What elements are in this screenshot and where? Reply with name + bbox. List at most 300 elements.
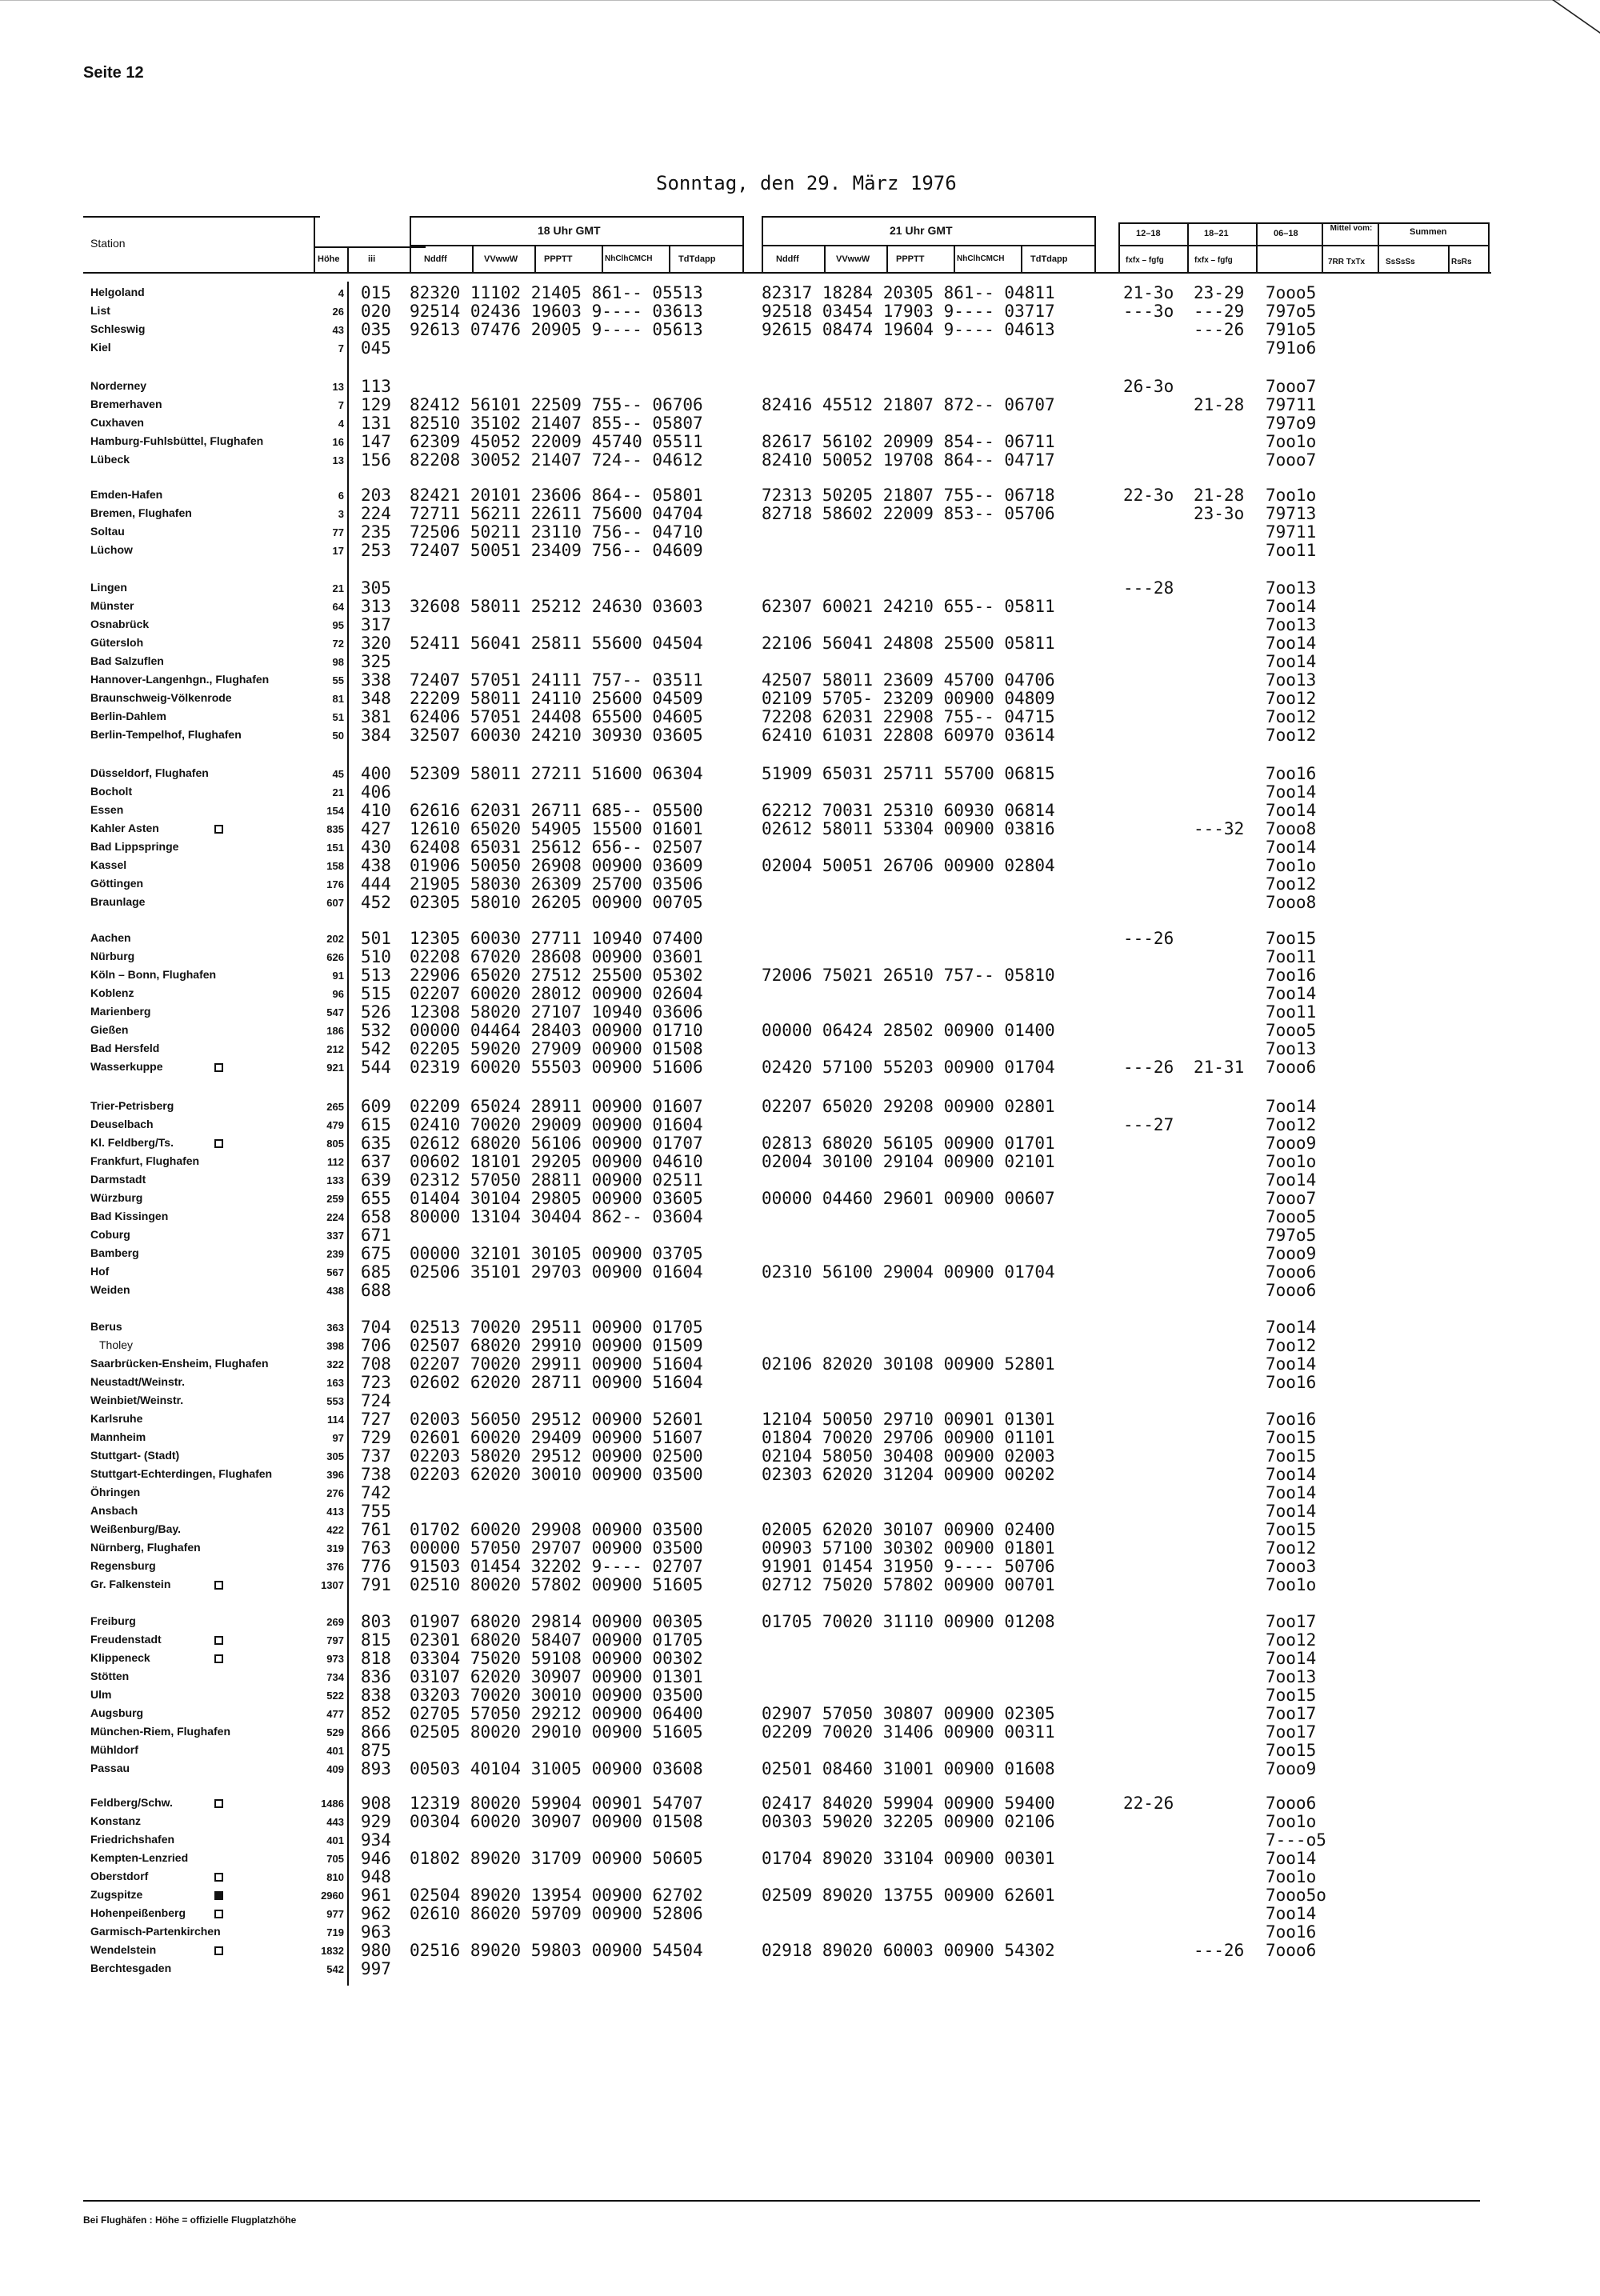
obs-18-gmt: 72407 57051 24111 757-- 03511 — [410, 670, 703, 690]
gust-12-18: ---26 — [1123, 1058, 1174, 1077]
station-height: 72 — [332, 638, 344, 650]
mittel-value: 7oo12 — [1266, 874, 1317, 894]
station-number: 737 — [361, 1446, 391, 1466]
obs-21-gmt: 02310 56100 29004 00900 01704 — [762, 1262, 1055, 1282]
mittel-value: 797o5 — [1266, 1226, 1317, 1245]
station-name: Nürnberg, Flughafen — [90, 1541, 201, 1554]
obs-21-gmt: 02612 58011 53304 00900 03816 — [762, 819, 1055, 838]
top-edge-line — [0, 0, 1560, 1]
mittel-value: 7ooo6 — [1266, 1941, 1317, 1960]
mittel-value: 7ooo9 — [1266, 1244, 1317, 1263]
station-number: 961 — [361, 1886, 391, 1905]
station-name: Helgoland — [90, 286, 145, 298]
station-name: Ansbach — [90, 1504, 138, 1517]
mittel-value: 7oo13 — [1266, 615, 1317, 634]
station-number: 609 — [361, 1097, 391, 1116]
station-name: Lingen — [90, 581, 127, 594]
station-name: Norderney — [90, 379, 147, 392]
mittel-value: 7oo12 — [1266, 707, 1317, 726]
obs-18-gmt: 52411 56041 25811 55600 04504 — [410, 634, 703, 653]
station-height: 186 — [326, 1025, 344, 1037]
gust-18-21: 21-28 — [1194, 395, 1245, 414]
mittel-value: 7ooo7 — [1266, 1189, 1317, 1208]
obs-18-gmt: 82421 20101 23606 864-- 05801 — [410, 486, 703, 505]
station-number: 738 — [361, 1465, 391, 1484]
obs-18-gmt: 92613 07476 20905 9---- 05613 — [410, 320, 703, 339]
station-height: 363 — [326, 1322, 344, 1334]
station-number: 532 — [361, 1021, 391, 1040]
station-number: 946 — [361, 1849, 391, 1868]
mountain-station-marker — [214, 1910, 223, 1918]
obs-18-gmt: 22906 65020 27512 25500 05302 — [410, 966, 703, 985]
station-name: Mannheim — [90, 1430, 146, 1443]
header-hoehe: Höhe — [318, 254, 340, 264]
station-height: 396 — [326, 1469, 344, 1481]
station-number: 727 — [361, 1410, 391, 1429]
station-height: 95 — [332, 619, 344, 631]
station-name: Marienberg — [90, 1005, 151, 1018]
mittel-value: 7ooo6 — [1266, 1262, 1317, 1282]
station-name: Kahler Asten — [90, 822, 159, 834]
obs-18-gmt: 02312 57050 28811 00900 02511 — [410, 1170, 703, 1190]
obs-21-gmt: 22106 56041 24808 25500 05811 — [762, 634, 1055, 653]
gust-18-21: ---26 — [1194, 1941, 1245, 1960]
station-height: 114 — [327, 1414, 344, 1426]
mittel-value: 7oo12 — [1266, 1115, 1317, 1134]
station-number: 875 — [361, 1741, 391, 1760]
table-row — [0, 968, 1600, 986]
mittel-value: 7oo12 — [1266, 726, 1317, 745]
mittel-value: 7oo11 — [1266, 541, 1317, 560]
station-name: Bad Salzuflen — [90, 654, 164, 667]
station-height: 51 — [332, 711, 344, 723]
obs-18-gmt: 02602 62020 28711 00900 51604 — [410, 1373, 703, 1392]
gust-12-18: ---27 — [1123, 1115, 1174, 1134]
table-row — [0, 1814, 1600, 1833]
station-height: 7 — [338, 399, 344, 411]
obs-18-gmt: 02003 56050 29512 00900 52601 — [410, 1410, 703, 1429]
obs-18-gmt: 62616 62031 26711 685-- 05500 — [410, 801, 703, 820]
obs-18-gmt: 12319 80020 59904 00901 54707 — [410, 1794, 703, 1813]
obs-18-gmt: 02410 70020 29009 00900 01604 — [410, 1115, 703, 1134]
station-name: Coburg — [90, 1228, 130, 1241]
station-height: 21 — [332, 582, 344, 594]
obs-18-gmt: 01702 60020 29908 00900 03500 — [410, 1520, 703, 1539]
station-number: 658 — [361, 1207, 391, 1226]
table-row — [0, 1759, 1600, 1780]
mittel-value: 797o5 — [1266, 302, 1317, 321]
mittel-value: 7oo14 — [1266, 1318, 1317, 1337]
station-height: 45 — [332, 768, 344, 780]
station-name: Saarbrücken-Ensheim, Flughafen — [90, 1357, 269, 1370]
header-21-gmt: 21 Uhr GMT — [890, 224, 953, 237]
mountain-station-marker — [214, 1946, 223, 1955]
station-name: Oberstdorf — [90, 1870, 149, 1882]
station-height: 921 — [326, 1062, 344, 1074]
mittel-value: 7oo14 — [1266, 1465, 1317, 1484]
station-number: 305 — [361, 578, 391, 598]
station-name: Braunlage — [90, 895, 146, 908]
obs-21-gmt: 42507 58011 23609 45700 04706 — [762, 670, 1055, 690]
station-height: 319 — [326, 1542, 344, 1554]
station-number: 723 — [361, 1373, 391, 1392]
station-name: Berlin-Dahlem — [90, 710, 166, 722]
obs-18-gmt: 32507 60030 24210 30930 03605 — [410, 726, 703, 745]
obs-18-gmt: 02505 80020 29010 00900 51605 — [410, 1722, 703, 1742]
station-height: 479 — [326, 1119, 344, 1131]
station-name: Stötten — [90, 1670, 130, 1682]
station-name: Osnabrück — [90, 618, 150, 630]
station-number: 934 — [361, 1830, 391, 1850]
station-height: 176 — [326, 878, 344, 890]
mittel-value: 7ooo6 — [1266, 1281, 1317, 1300]
station-number: 035 — [361, 320, 391, 339]
table-row — [0, 636, 1600, 654]
station-name: Klippeneck — [90, 1651, 150, 1664]
obs-18-gmt: 03304 75020 59108 00900 00302 — [410, 1649, 703, 1668]
station-height: 154 — [326, 805, 344, 817]
table-row — [0, 599, 1600, 618]
mittel-value: 7ooo5 — [1266, 283, 1317, 302]
station-number: 688 — [361, 1281, 391, 1300]
obs-18-gmt: 00000 57050 29707 00900 03500 — [410, 1538, 703, 1558]
table-row — [0, 338, 1600, 359]
station-height: 322 — [326, 1358, 344, 1370]
mountain-station-marker — [214, 1654, 223, 1663]
table-row — [0, 1888, 1600, 1906]
obs-21-gmt: 02303 62020 31204 00900 00202 — [762, 1465, 1055, 1484]
obs-18-gmt: 03107 62020 30907 00900 01301 — [410, 1667, 703, 1686]
station-number: 129 — [361, 395, 391, 414]
header-18-21: 18–21 — [1204, 229, 1229, 238]
obs-18-gmt: 62309 45052 22009 45740 05511 — [410, 432, 703, 451]
station-name: Gütersloh — [90, 636, 144, 649]
obs-18-gmt: 02305 58010 26205 00900 00705 — [410, 893, 703, 912]
station-number: 203 — [361, 486, 391, 505]
station-height: 81 — [332, 693, 344, 705]
obs-21-gmt: 02109 5705- 23209 00900 04809 — [762, 689, 1055, 708]
station-number: 724 — [361, 1391, 391, 1410]
mittel-value: 79711 — [1266, 395, 1317, 414]
gust-18-21: 21-28 — [1194, 486, 1245, 505]
table-row — [0, 1099, 1600, 1118]
mittel-value: 7oo16 — [1266, 966, 1317, 985]
station-number: 838 — [361, 1686, 391, 1705]
station-height: 797 — [326, 1634, 344, 1646]
mittel-value: 7oo15 — [1266, 929, 1317, 948]
obs-18-gmt: 02207 70020 29911 00900 51604 — [410, 1354, 703, 1374]
station-name: München-Riem, Flughafen — [90, 1725, 230, 1738]
obs-18-gmt: 02513 70020 29511 00900 01705 — [410, 1318, 703, 1337]
mittel-value: 7oo1o — [1266, 486, 1317, 505]
station-height: 16 — [332, 436, 344, 448]
station-name: Konstanz — [90, 1814, 141, 1827]
station-height: 239 — [326, 1248, 344, 1260]
table-row — [0, 1060, 1600, 1078]
station-number: 045 — [361, 338, 391, 358]
station-number: 020 — [361, 302, 391, 321]
station-height: 2960 — [321, 1890, 344, 1902]
table-row — [0, 1354, 1600, 1375]
station-name: Neustadt/Weinstr. — [90, 1375, 185, 1388]
obs-21-gmt: 72006 75021 26510 757-- 05810 — [762, 966, 1055, 985]
mittel-value: 7oo14 — [1266, 634, 1317, 653]
mittel-value: 7oo1o — [1266, 1867, 1317, 1886]
obs-18-gmt: 03203 70020 30010 00900 03500 — [410, 1686, 703, 1705]
gust-18-21: ---29 — [1194, 302, 1245, 321]
station-number: 015 — [361, 283, 391, 302]
station-name: Deuselbach — [90, 1118, 154, 1130]
station-name: Freiburg — [90, 1614, 136, 1627]
station-name: Wasserkuppe — [90, 1060, 163, 1073]
station-number: 776 — [361, 1557, 391, 1576]
table-row — [0, 1154, 1600, 1173]
station-height: 13 — [332, 454, 344, 466]
station-number: 742 — [361, 1483, 391, 1502]
page-corner-mark — [1552, 0, 1600, 34]
station-name: Koblenz — [90, 986, 134, 999]
header-tdapp-21: TdTdapp — [1030, 254, 1068, 264]
station-name: Bocholt — [90, 785, 133, 798]
station-name: List — [90, 304, 110, 317]
mittel-value: 7oo16 — [1266, 1410, 1317, 1429]
header-vvwww-21: VVwwW — [836, 254, 870, 264]
station-number: 253 — [361, 541, 391, 560]
obs-21-gmt: 82410 50052 19708 864-- 04717 — [762, 450, 1055, 470]
mittel-value: 7oo1o — [1266, 1152, 1317, 1171]
mittel-value: 7oo14 — [1266, 1483, 1317, 1502]
mittel-value: 7oo14 — [1266, 1097, 1317, 1116]
table-row — [0, 1651, 1600, 1670]
station-name: Friedrichshafen — [90, 1833, 175, 1846]
table-row — [0, 858, 1600, 877]
station-name: Bad Lippspringe — [90, 840, 179, 853]
station-number: 685 — [361, 1262, 391, 1282]
station-number: 729 — [361, 1428, 391, 1447]
station-number: 313 — [361, 597, 391, 616]
mittel-value: 7oo14 — [1266, 1849, 1317, 1868]
obs-18-gmt: 00602 18101 29205 00900 04610 — [410, 1152, 703, 1171]
mountain-station-marker — [214, 1873, 223, 1882]
obs-18-gmt: 02601 60020 29409 00900 51607 — [410, 1428, 703, 1447]
header-nddff-21: Nddff — [776, 254, 799, 264]
gust-18-21: 23-3o — [1194, 504, 1245, 523]
station-height: 626 — [326, 951, 344, 963]
obs-18-gmt: 62408 65031 25612 656-- 02507 — [410, 838, 703, 857]
station-height: 212 — [326, 1043, 344, 1055]
station-height: 4 — [338, 418, 344, 430]
obs-21-gmt: 02004 30100 29104 00900 02101 — [762, 1152, 1055, 1171]
station-height: 1832 — [321, 1945, 344, 1957]
table-row — [0, 506, 1600, 525]
obs-21-gmt: 02209 70020 31406 00900 00311 — [762, 1722, 1055, 1742]
station-number: 224 — [361, 504, 391, 523]
obs-18-gmt: 00000 04464 28403 00900 01710 — [410, 1021, 703, 1040]
station-name: Münster — [90, 599, 134, 612]
station-name: Weinbiet/Weinstr. — [90, 1394, 184, 1406]
station-height: 96 — [332, 988, 344, 1000]
station-number: 818 — [361, 1649, 391, 1668]
station-height: 91 — [332, 970, 344, 982]
station-height: 398 — [326, 1340, 344, 1352]
station-name: Lübeck — [90, 453, 130, 466]
station-name: Bad Hersfeld — [90, 1042, 160, 1054]
station-number: 706 — [361, 1336, 391, 1355]
station-number: 908 — [361, 1794, 391, 1813]
obs-21-gmt: 62212 70031 25310 60930 06814 — [762, 801, 1055, 820]
station-name: Mühldorf — [90, 1743, 138, 1756]
date-title: Sonntag, den 29. März 1976 — [656, 172, 957, 194]
station-name: Ulm — [90, 1688, 112, 1701]
station-number: 147 — [361, 432, 391, 451]
mittel-value: 7oo11 — [1266, 947, 1317, 966]
station-height: 55 — [332, 674, 344, 686]
obs-21-gmt: 01804 70020 29706 00900 01101 — [762, 1428, 1055, 1447]
obs-18-gmt: 72711 56211 22611 75600 04704 — [410, 504, 703, 523]
station-number: 526 — [361, 1002, 391, 1022]
mittel-value: 7oo14 — [1266, 1649, 1317, 1668]
obs-18-gmt: 02705 57050 29212 00900 06400 — [410, 1704, 703, 1723]
station-name: Aachen — [90, 931, 131, 944]
station-name: Trier-Petrisberg — [90, 1099, 174, 1112]
header-station: Station — [90, 237, 126, 250]
header-nh-18: NhClhCMCH — [605, 254, 653, 263]
table-row — [0, 986, 1600, 1005]
station-height: 26 — [332, 306, 344, 318]
station-name: Schleswig — [90, 322, 146, 335]
mountain-station-marker — [214, 1799, 223, 1808]
mittel-value: 7oo13 — [1266, 670, 1317, 690]
station-height: 64 — [332, 601, 344, 613]
gust-12-18: 26-3o — [1123, 377, 1174, 396]
station-number: 384 — [361, 726, 391, 745]
obs-21-gmt: 72313 50205 21807 755-- 06718 — [762, 486, 1055, 505]
obs-18-gmt: 12610 65020 54905 15500 01601 — [410, 819, 703, 838]
mittel-value: 7oo12 — [1266, 689, 1317, 708]
station-number: 929 — [361, 1812, 391, 1831]
obs-21-gmt: 02004 50051 26706 00900 02804 — [762, 856, 1055, 875]
station-number: 803 — [361, 1612, 391, 1631]
station-name: Kiel — [90, 341, 111, 354]
header-iii: iii — [368, 254, 376, 264]
table-row — [0, 522, 1600, 543]
station-number: 452 — [361, 893, 391, 912]
station-number: 763 — [361, 1538, 391, 1558]
station-number: 997 — [361, 1959, 391, 1978]
mittel-value: 7oo14 — [1266, 838, 1317, 857]
station-name: Passau — [90, 1762, 130, 1774]
station-number: 675 — [361, 1244, 391, 1263]
table-row — [0, 895, 1600, 914]
mittel-value: 7oo16 — [1266, 1922, 1317, 1942]
mountain-station-marker — [214, 1139, 223, 1148]
header-gust-18-21: fxfx – fgfg — [1194, 256, 1233, 265]
header-pppt-21: PPPTT — [896, 254, 925, 264]
header-tsub: TsTsTs — [1390, 272, 1394, 273]
station-name: Öhringen — [90, 1486, 141, 1498]
mittel-value: 7oo15 — [1266, 1428, 1317, 1447]
mittel-value: 791o5 — [1266, 320, 1317, 339]
header-tdapp-18: TdTdapp — [678, 254, 716, 264]
mittel-value: 79713 — [1266, 504, 1317, 523]
obs-21-gmt: 02907 57050 30807 00900 02305 — [762, 1704, 1055, 1723]
obs-18-gmt: 82320 11102 21405 861-- 05513 — [410, 283, 703, 302]
station-number: 348 — [361, 689, 391, 708]
station-height: 719 — [326, 1926, 344, 1938]
station-number: 962 — [361, 1904, 391, 1923]
header-summen: Summen — [1410, 227, 1447, 237]
mittel-value: 7oo1o — [1266, 1812, 1317, 1831]
station-height: 734 — [326, 1671, 344, 1683]
station-number: 544 — [361, 1058, 391, 1077]
obs-21-gmt: 00903 57100 30302 00900 01801 — [762, 1538, 1055, 1558]
station-height: 1486 — [321, 1798, 344, 1810]
mittel-value: 7oo11 — [1266, 1002, 1317, 1022]
header-pppt-18: PPPTT — [544, 254, 573, 264]
obs-21-gmt: 02509 89020 13755 00900 62601 — [762, 1886, 1055, 1905]
table-row — [0, 1320, 1600, 1338]
obs-18-gmt: 52309 58011 27211 51600 06304 — [410, 764, 703, 783]
station-name: Hof — [90, 1265, 110, 1278]
obs-18-gmt: 02610 86020 59709 00900 52806 — [410, 1904, 703, 1923]
obs-18-gmt: 72407 50051 23409 756-- 04609 — [410, 541, 703, 560]
station-height: 547 — [326, 1006, 344, 1018]
mittel-value: 7oo17 — [1266, 1704, 1317, 1723]
obs-21-gmt: 01704 89020 33104 00900 00301 — [762, 1849, 1055, 1868]
obs-21-gmt: 51909 65031 25711 55700 06815 — [762, 764, 1055, 783]
station-number: 113 — [361, 377, 391, 396]
station-height: 265 — [326, 1101, 344, 1113]
header-12-18: 12–18 — [1136, 229, 1161, 238]
station-name: Kl. Feldberg/Ts. — [90, 1136, 174, 1149]
mittel-value: 791o6 — [1266, 338, 1317, 358]
obs-21-gmt: 02104 58050 30408 00900 02003 — [762, 1446, 1055, 1466]
obs-18-gmt: 22209 58011 24110 25600 04509 — [410, 689, 703, 708]
gust-18-21: 23-29 — [1194, 283, 1245, 302]
station-height: 133 — [326, 1174, 344, 1186]
mittel-value: 7oo16 — [1266, 1373, 1317, 1392]
station-number: 542 — [361, 1039, 391, 1058]
obs-18-gmt: 92514 02436 19603 9---- 03613 — [410, 302, 703, 321]
station-name: Freudenstadt — [90, 1633, 162, 1646]
obs-18-gmt: 01907 68020 29814 00900 00305 — [410, 1612, 703, 1631]
obs-21-gmt: 02501 08460 31001 00900 01608 — [762, 1759, 1055, 1778]
table-row — [0, 874, 1600, 895]
table-row — [0, 1228, 1600, 1246]
station-number: 893 — [361, 1759, 391, 1778]
station-height: 158 — [326, 860, 344, 872]
station-number: 406 — [361, 782, 391, 802]
header-18-gmt: 18 Uhr GMT — [538, 224, 601, 237]
gust-12-18: ---3o — [1123, 302, 1174, 321]
obs-18-gmt: 01404 30104 29805 00900 03605 — [410, 1189, 703, 1208]
table-row — [0, 931, 1600, 950]
mittel-value: 7ooo7 — [1266, 377, 1317, 396]
mountain-station-marker — [214, 1063, 223, 1072]
station-height: 401 — [326, 1834, 344, 1846]
station-name: Kassel — [90, 858, 127, 871]
station-number: 948 — [361, 1867, 391, 1886]
obs-21-gmt: 82317 18284 20305 861-- 04811 — [762, 283, 1055, 302]
station-name: Regensburg — [90, 1559, 156, 1572]
obs-21-gmt: 92615 08474 19604 9---- 04613 — [762, 320, 1055, 339]
station-name: Garmisch-Partenkirchen — [90, 1925, 221, 1938]
station-number: 815 — [361, 1630, 391, 1650]
station-height: 973 — [326, 1653, 344, 1665]
obs-21-gmt: 62307 60021 24210 655-- 05811 — [762, 597, 1055, 616]
obs-21-gmt: 00000 04460 29601 00900 00607 — [762, 1189, 1055, 1208]
obs-21-gmt: 82617 56102 20909 854-- 06711 — [762, 432, 1055, 451]
